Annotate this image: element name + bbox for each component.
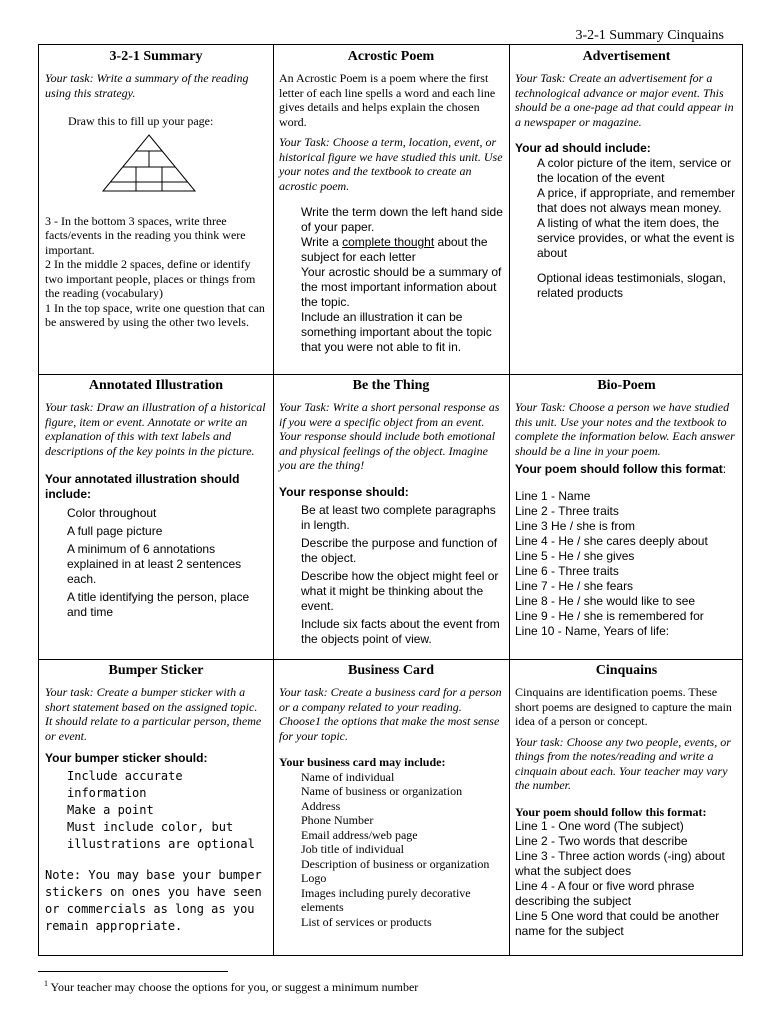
card-item: Job title of individual — [301, 842, 404, 856]
poem-line: Line 8 - He / she would like to see — [515, 594, 696, 608]
cell-title: Be the Thing — [352, 378, 430, 393]
task-text: Your Task: Create an advertisement for a technological advance or major event. This should be a one-page ad that could appear in a newspaper or magazine. — [515, 71, 734, 129]
cell-acrostic — [273, 45, 509, 374]
ad-item: A color picture of the item, service or the location of the event — [537, 156, 732, 185]
task-text: Your Task: Write a short personal response as if you were a specific object from an event. Your response should include both emotional and physical feelings of the object. Imagine you are the thing! — [279, 400, 500, 472]
include-heading: Your business card may include: — [279, 755, 446, 769]
cell-title: Annotated Illustration — [88, 378, 224, 393]
requirement-item: Include six facts about the event from the objects point of view. — [301, 616, 500, 646]
cell-bumper-sticker — [39, 659, 273, 957]
cell-title: Bumper Sticker — [108, 663, 204, 678]
poem-line: Line 7 - He / she fears — [515, 579, 634, 593]
poem-line: Line 5 One word that could be another name for the subject — [515, 909, 720, 938]
card-item: Address — [301, 798, 341, 813]
cell-title: 3-2-1 Summary — [109, 49, 203, 64]
poem-line: Line 3 He / she is from — [515, 519, 636, 533]
requirement-item: Be at least two complete paragraphs in length. — [301, 502, 496, 532]
task-text: Your Task: Choose a person we have studied this unit. Use your notes and the textbook to complete the information below. Each answer should be a line in your poem. — [515, 400, 735, 458]
footnote-text: Your teacher may choose the options for you, or suggest a minimum number — [48, 980, 419, 994]
poem-line: Line 10 - Name, Years of life: — [515, 624, 670, 638]
requirement-item: Include accurate information — [67, 769, 183, 800]
activity-grid — [38, 44, 743, 956]
format-heading: Your poem should follow this format: — [515, 804, 707, 819]
cell-title: Business Card — [348, 663, 434, 678]
poem-line: Line 6 - Three traits — [515, 564, 619, 578]
ad-item: A listing of what the item does, the service provides, or what the event is about — [537, 216, 735, 260]
cell-advertisement — [509, 45, 744, 374]
format-heading: Your poem should follow this format: — [515, 462, 727, 476]
cell-bio-poem — [509, 374, 744, 659]
should-heading: Your bumper sticker should: — [45, 751, 208, 765]
requirement-item: Color throughout — [67, 506, 157, 520]
cell-title: Bio-Poem — [597, 378, 656, 393]
requirement-item: Must include color, but illustrations are optional — [67, 820, 255, 851]
card-item: Phone Number — [301, 813, 374, 827]
requirement-item: A title identifying the person, place and time — [67, 590, 250, 619]
task-text: Your task: Choose any two people, events, or things from the notes/reading and write a cinquain about each. Your teacher may vary the number. — [515, 734, 731, 792]
cell-annotated-illustration — [39, 374, 273, 659]
requirement-item: A minimum of 6 annotations explained in at least 2 sentences each. — [67, 542, 242, 586]
footnote — [44, 979, 418, 995]
include-heading: Your ad should include: — [515, 141, 651, 155]
footnote-mark: 1 — [44, 979, 48, 988]
requirement-item: Describe the purpose and function of the object. — [301, 535, 498, 565]
card-item: Images including purely decorative elements — [301, 885, 471, 914]
poem-line: Line 4 - A four or five word phrase describing the subject — [515, 879, 695, 908]
poem-line: Line 2 - Two words that describe — [515, 834, 688, 848]
card-item: Name of business or organization — [301, 784, 463, 798]
task-text: Your Task: Choose a term, location, event, or historical figure we have studied this unit. Use your notes and the textbook to create an acrostic poem. — [279, 135, 503, 193]
pyramid-diagram — [45, 133, 267, 198]
poem-line: Line 2 - Three traits — [515, 504, 619, 518]
should-heading: Your annotated illustration should include: — [45, 472, 240, 501]
card-item: Description of business or organization — [301, 856, 490, 871]
card-item: Email address/web page — [301, 827, 418, 842]
cell-title: Cinquains — [595, 663, 658, 678]
acrostic-step: Include an illustration it can be something important about the topic that you were not able to fit in. — [301, 310, 492, 354]
cell-title: Acrostic Poem — [347, 49, 435, 64]
poem-line: Line 1 - One word (The subject) — [515, 819, 684, 833]
footnote-rule — [38, 971, 228, 972]
step-one: 1 In the top space, write one question that can be answered by using the other two levels. — [45, 300, 265, 329]
task-text: Your task: Draw an illustration of a historical figure, item or event. Annotate or write an explanation of this with text labels and descriptions of the key points in the picture. — [45, 400, 266, 458]
note-text: Note: You may base your bumper stickers on ones you have seen or commercials as long as you remain appropriate. — [45, 868, 262, 933]
card-item: Logo — [301, 871, 327, 885]
step-three: 3 - In the bottom 3 spaces, write three facts/events in the reading you think were important. — [45, 213, 246, 257]
cell-business-card — [273, 659, 509, 957]
intro-text: Cinquains are identification poems. These short poems are designed to capture the main idea of a person or concept. — [515, 685, 732, 728]
draw-note: Draw this to fill up your page: — [68, 114, 214, 128]
cell-summary — [39, 45, 273, 374]
card-item: List of services or products — [301, 914, 432, 929]
acrostic-step: Your acrostic should be a summary of the most important information about the topic. — [301, 265, 502, 309]
cell-title: Advertisement — [582, 49, 671, 64]
step-two: 2 In the middle 2 spaces, define or identify two important people, places or things from the reading (vocabulary) — [45, 257, 256, 300]
cell-be-the-thing — [273, 374, 509, 659]
poem-line: Line 1 - Name — [515, 489, 591, 503]
task-text: Your task: Write a summary of the reading using this strategy. — [45, 71, 249, 100]
acrostic-step: Write the term down the left hand side of your paper. — [301, 205, 503, 234]
poem-line: Line 9 - He / she is remembered for — [515, 609, 704, 623]
task-text: Your task: Create a bumper sticker with a short statement based on the assigned topic. It should relate to a particular person, theme or event. — [45, 685, 262, 743]
card-item: Name of individual — [301, 769, 395, 784]
ad-item: A price, if appropriate, and remember that does not always mean money. — [537, 186, 736, 215]
acrostic-step: Write a complete thought about the subject for each letter — [301, 235, 488, 264]
requirement-item: Make a point — [67, 803, 154, 817]
intro-text: An Acrostic Poem is a poem where the first letter of each line spells a word and each line gives details and helps explain the chosen word. — [279, 71, 496, 129]
cell-cinquains — [509, 659, 744, 957]
requirement-item: A full page picture — [67, 524, 163, 538]
poem-line: Line 4 - He / she cares deeply about — [515, 534, 708, 548]
requirement-item: Describe how the object might feel or what it might be thinking about the event. — [301, 568, 499, 613]
task-text: Your task: Create a business card for a person or a company related to your reading. Choose1 the options that make the most sense for your topic. — [279, 685, 502, 743]
poem-line: Line 5 - He / she gives — [515, 549, 635, 563]
optional-ideas: Optional ideas testimonials, slogan, related products — [537, 271, 726, 300]
poem-line: Line 3 - Three action words (-ing) about what the subject does — [515, 849, 725, 878]
page-header: 3-2-1 Summary Cinquains — [575, 28, 724, 43]
should-heading: Your response should: — [279, 484, 409, 499]
